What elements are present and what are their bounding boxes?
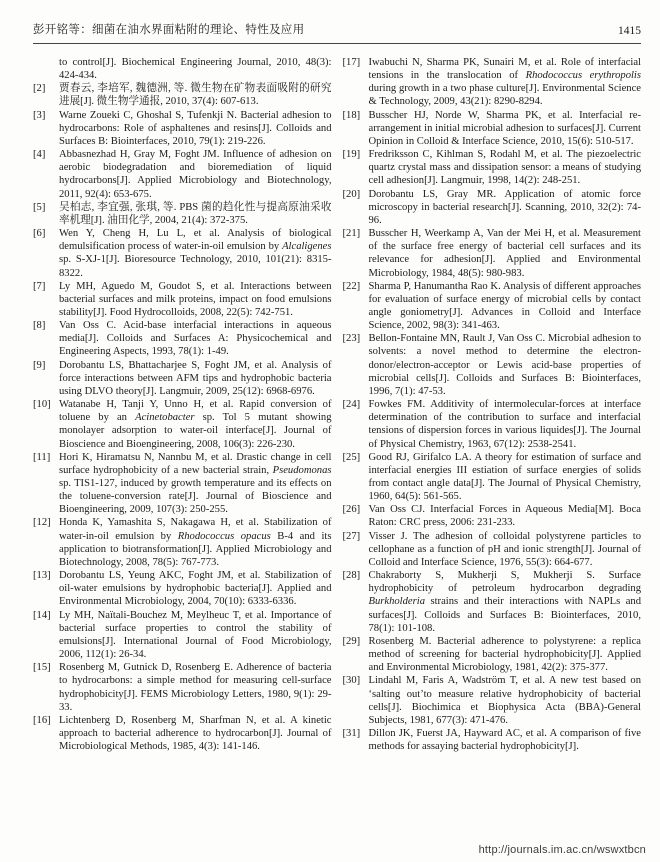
reference-number: [12] bbox=[33, 517, 51, 529]
reference-number: [30] bbox=[342, 675, 361, 687]
reference-text: Watanabe H, Tanji Y, Unno H, et al. Rapid conversion of toluene by an Acinetobacter sp. Tol 5 mutant showing monolayer adsorption to water-oil interface[J]. Journal of Bioscience and Bioengineering, 2008, 106(3): 226-230. bbox=[59, 399, 332, 450]
reference-number: [14] bbox=[33, 609, 51, 621]
reference-number: [23] bbox=[342, 333, 361, 345]
reference-number: [29] bbox=[342, 635, 361, 647]
reference-text: Abbasnezhad H, Gray M, Foght JM. Influence of adhesion on aerobic biodegradation and bioremediation of liquid hydrocarbons[J]. Applied Microbiology and Biotechnology, 2011, 92(4): 653-675. bbox=[59, 149, 332, 200]
reference-number: [19] bbox=[342, 149, 361, 161]
reference-text: Dillon JK, Fuerst JA, Hayward AC, et al. A comparison of five methods for assaying bacterial hydrophobicity[J]. bbox=[368, 727, 641, 753]
reference-text: Van Oss C. Acid-base interfacial interactions in aqueous media[J]. Colloids and Surfaces A: Physicochemical and Engineering Aspects, 1993, 78(1): 1-49. bbox=[59, 320, 332, 358]
reference-item bbox=[343, 674, 642, 727]
reference-text: Fowkes FM. Additivity of intermolecular-forces at interface determination of the contribution to surface and interfacial tensions of dispersion forces in various liquides[J]. The Journal of Physical Chemistry, 1963, 67(12): 2538-2541. bbox=[368, 399, 641, 450]
reference-number: [31] bbox=[342, 727, 361, 739]
reference-item bbox=[33, 148, 332, 201]
reference-text: Dorobantu LS, Yeung AKC, Foght JM, et al. Stabilization of oil-water emulsions by hydrophobic bacteria[J]. Applied and Environmental Microbiology, 2004, 70(10): 6333-6336. bbox=[59, 570, 332, 608]
reference-number: [28] bbox=[342, 570, 361, 582]
reference-number: [3] bbox=[33, 109, 46, 121]
reference-number: [25] bbox=[342, 451, 361, 463]
reference-item bbox=[343, 188, 642, 227]
reference-item bbox=[343, 227, 642, 280]
reference-number: [5] bbox=[33, 201, 46, 213]
reference-item bbox=[33, 451, 332, 517]
reference-item bbox=[343, 451, 642, 504]
reference-number: [17] bbox=[342, 57, 361, 68]
reference-text: Busscher HJ, Norde W, Sharma PK, et al. Interfacial re-arrangement in initial microbial adhesion to surfaces[J]. Current Opinion in Colloid & Interface Science, 2010, 15(6): 510-517. bbox=[368, 109, 641, 147]
reference-text: Warne Zoueki C, Ghoshal S, Tufenkji N. Bacterial adhesion to hydrocarbons: Role of asphaltenes and resins[J]. Colloids and Surfaces B: Biointerfaces, 2010, 79(1): 219-226. bbox=[59, 109, 332, 147]
reference-item bbox=[343, 332, 642, 398]
reference-item bbox=[343, 148, 642, 187]
reference-item bbox=[343, 280, 642, 333]
reference-text: Ly MH, Naïtali-Bouchez M, Meylheuc T, et al. Importance of bacterial surface properties to control the stability of emulsions[J]. International Journal of Food Microbiology, 2006, 112(1): 26-34. bbox=[59, 609, 332, 661]
reference-item bbox=[343, 530, 642, 569]
reference-text: Dorobantu LS, Gray MR. Application of atomic force microscopy in bacterial research[J]. Scanning, 2010, 32(2): 74-96. bbox=[368, 188, 641, 226]
reference-item bbox=[33, 227, 332, 280]
reference-text: Chakraborty S, Mukherji S, Mukherji S. Surface hydrophobicity of petroleum hydrocarbon degrading Burkholderia strains and their interactions with NAPLs and surfaces[J]. Colloids and Surfaces B: Biointerfaces, 2010, 78(1): 101-108. bbox=[368, 570, 641, 634]
reference-number: [26] bbox=[342, 504, 361, 516]
running-title: 彭开铭等：细菌在油水界面粘附的理论、特性及应用 bbox=[33, 24, 305, 36]
reference-text: Hori K, Hiramatsu N, Nannbu M, et al. Drastic change in cell surface hydrophobicity of a new bacterial strain, Pseudomonas sp. TIS1-127, induced by growth temperature and its effects on the toluene-conversion rate[J]. Journal of Bioscience and Bioengineering, 2009, 107(3): 250-255. bbox=[59, 451, 332, 516]
reference-item bbox=[33, 319, 332, 358]
reference-text: to control[J]. Biochemical Engineering Journal, 2010, 48(3): 424-434. bbox=[59, 57, 332, 82]
reference-item bbox=[33, 280, 332, 319]
reference-item bbox=[343, 503, 642, 529]
reference-number: [20] bbox=[342, 188, 361, 200]
reference-text: Rosenberg M. Bacterial adherence to polystyrene: a replica method of screening for bacterial hydrophobicity[J]. Applied and Environmental Microbiology, 1981, 42(2): 375-377. bbox=[368, 635, 641, 674]
reference-text: Sharma P, Hanumantha Rao K. Analysis of different approaches for evaluation of surface energy of microbial cells by contact angle goniometry[J]. Advances in Colloid and Interface Science, 2002, 98(3): 341-463. bbox=[368, 280, 641, 332]
reference-number: [10] bbox=[33, 399, 51, 411]
reference-number: [2] bbox=[33, 83, 46, 95]
reference-number: [27] bbox=[342, 530, 361, 542]
right-column bbox=[343, 56, 642, 753]
reference-item bbox=[33, 661, 332, 714]
reference-number: [15] bbox=[33, 662, 51, 674]
page-number: 1415 bbox=[618, 25, 641, 37]
reference-item bbox=[33, 516, 332, 569]
reference-item bbox=[343, 56, 642, 109]
reference-item bbox=[33, 398, 332, 451]
reference-text: Ly MH, Aguedo M, Goudot S, et al. Interactions between bacterial surfaces and milk proteins, impact on food emulsions stability[J]. Food Hydrocolloids, 2008, 22(5): 742-751. bbox=[59, 280, 332, 318]
reference-text: Bellon-Fontaine MN, Rault J, Van Oss C. Microbial adhesion to solvents: a novel method to determine the electron-donor/electron-acceptor or Lewis acid-base properties of microbial cells[J]. Colloids and Surfaces B: Biointerfaces, 1996, 7(1): 47-53. bbox=[368, 333, 641, 397]
reference-text: Rosenberg M, Gutnick D, Rosenberg E. Adherence of bacteria to hydrocarbons: a simple method for measuring cell-surface hydrophobicity[J]. FEMS Microbiology Letters, 1980, 9(1): 29-33. bbox=[59, 662, 332, 713]
reference-item bbox=[343, 727, 642, 753]
reference-item bbox=[33, 201, 332, 227]
page-header bbox=[33, 21, 641, 44]
reference-number: [22] bbox=[342, 280, 361, 292]
reference-text: Visser J. The adhesion of colloidal polystyrene particles to cellophane as a function of pH and ionic strength[J]. Journal of Colloid and Interface Science, 1976, 55(3): 664-677. bbox=[368, 530, 641, 568]
reference-number: [7] bbox=[33, 280, 46, 292]
reference-text: 吴柏志, 李宜强, 张琪, 等. PBS 菌的趋化性与提高原油采收率机理[J]. 油田化学, 2004, 21(4): 372-375. bbox=[59, 201, 332, 226]
reference-item bbox=[33, 109, 332, 148]
reference-item bbox=[343, 109, 642, 148]
reference-number: [11] bbox=[33, 451, 51, 463]
reference-text: Van Oss CJ. Interfacial Forces in Aqueous Media[M]. Boca Raton: CRC press, 2006: 231-233. bbox=[368, 504, 641, 529]
reference-item bbox=[33, 56, 332, 82]
page-footer bbox=[479, 844, 646, 856]
reference-item bbox=[343, 635, 642, 674]
reference-text: 贾春云, 李培军, 魏德洲, 等. 微生物在矿物表面吸附的研究进展[J]. 微生物学通报, 2010, 37(4): 607-613. bbox=[59, 83, 332, 108]
reference-item bbox=[33, 359, 332, 398]
reference-number: [6] bbox=[33, 228, 46, 240]
reference-item bbox=[33, 609, 332, 662]
reference-number: [13] bbox=[33, 570, 51, 582]
reference-number: [9] bbox=[33, 359, 46, 371]
reference-number: [18] bbox=[342, 109, 361, 121]
reference-text: Honda K, Yamashita S, Nakagawa H, et al. Stabilization of water-in-oil emulsion by Rhodococcus opacus B-4 and its application to biotransformation[J]. Applied Microbiology and Biotechnology, 2008, 78(5): 767-773. bbox=[59, 517, 332, 568]
reference-item bbox=[33, 569, 332, 608]
reference-item bbox=[33, 714, 332, 753]
reference-text: Wen Y, Cheng H, Lu L, et al. Analysis of biological demulsification process of water-in-oil emulsion by Alcaligenes sp. S-XJ-1[J]. Bioresource Technology, 2010, 101(21): 8315-8322. bbox=[59, 228, 332, 279]
reference-text: Iwabuchi N, Sharma PK, Sunairi M, et al. Role of interfacial tensions in the translocation of Rhodococcus erythropolis during growth in a two phase culture[J]. Environmental Science & Technology, 2009, 43(21): 8290-8294. bbox=[368, 57, 641, 108]
reference-text: Busscher H, Weerkamp A, Van der Mei H, et al. Measurement of the surface free energy of bacterial cell surfaces and its relevance for adhesion[J]. Applied and Environmental Microbiology, 1984, 48(5): 980-983. bbox=[368, 228, 641, 279]
reference-item bbox=[343, 569, 642, 635]
references-section bbox=[33, 56, 641, 753]
reference-number: [24] bbox=[342, 399, 361, 411]
reference-item bbox=[33, 82, 332, 108]
reference-number bbox=[33, 56, 59, 82]
reference-text: Good RJ, Girifalco LA. A theory for estimation of surface and interfacial energies III estiation of surface energies of solids from contact angle data[J]. The Journal of Physical Chemistry, 1960, 64(5): 561-565. bbox=[368, 451, 641, 503]
reference-number: [8] bbox=[33, 320, 46, 332]
reference-number: [4] bbox=[33, 149, 46, 161]
journal-url: http://journals.im.ac.cn/wswxtbcn bbox=[478, 844, 646, 856]
reference-text: Fredriksson C, Kihlman S, Rodahl M, et al. The piezoelectric quartz crystal mass and dissipation sensor: a means of studying cell adhesion[J]. Langmuir, 1998, 14(2): 248-251. bbox=[368, 149, 641, 187]
reference-text: Lindahl M, Faris A, Wadström T, et al. A new test based on ‘salting out’to measure relative hydrophobicity of bacterial cells[J]. Biochimica et Biophysica Acta (BBA)-General Subjects, 1981, 677(3): 471-476. bbox=[368, 675, 641, 726]
left-column bbox=[33, 56, 332, 753]
reference-number: [21] bbox=[342, 228, 361, 240]
reference-number: [16] bbox=[33, 714, 51, 726]
reference-text: Dorobantu LS, Bhattacharjee S, Foght JM, et al. Analysis of force interactions between AFM tips and hydrophobic bacteria using DLVO theory[J]. Langmuir, 2009, 25(12): 6968-6976. bbox=[59, 359, 332, 397]
reference-item bbox=[343, 398, 642, 451]
reference-text: Lichtenberg D, Rosenberg M, Sharfman N, et al. A kinetic approach to bacterial adherence to hydrocarbon[J]. Journal of Microbiological Methods, 1985, 4(3): 141-146. bbox=[59, 714, 332, 753]
